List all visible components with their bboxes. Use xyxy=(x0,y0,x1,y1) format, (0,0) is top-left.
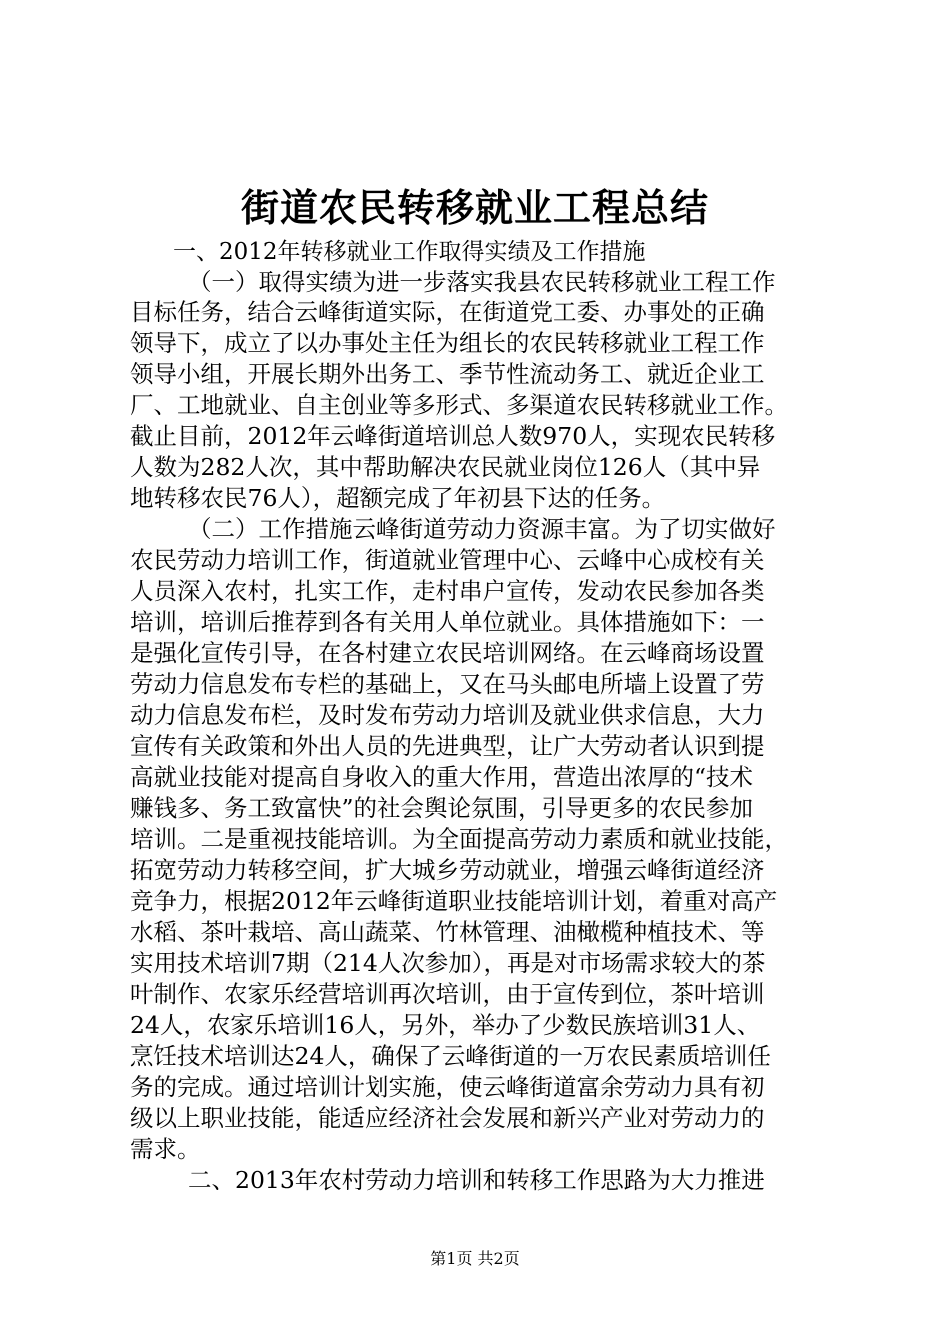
body-line: 需求。 xyxy=(130,1135,201,1163)
body-line: 人数为282人次，其中帮助解决农民就业岗位126人（其中异 xyxy=(130,453,761,481)
body-line: 赚钱多、务工致富快”的社会舆论氛围，引导更多的农民参加 xyxy=(130,794,754,822)
document-title: 街道农民转移就业工程总结 xyxy=(240,185,709,230)
body-line: 地转移农民76人），超额完成了年初县下达的任务。 xyxy=(130,484,666,512)
body-line: 竞争力，根据2012年云峰街道职业技能培训计划，着重对高产 xyxy=(130,887,778,915)
body-line: 是强化宣传引导，在各村建立农民培训网络。在云峰商场设置 xyxy=(130,639,765,667)
body-line: 人员深入农村，扎实工作，走村串户宣传，发动农民参加各类 xyxy=(130,577,765,605)
body-line: 劳动力信息发布专栏的基础上，又在马头邮电所墙上设置了劳 xyxy=(130,670,765,698)
body-line: 农民劳动力培训工作，街道就业管理中心、云峰中心成校有关 xyxy=(130,546,765,574)
body-line: 高就业技能对提高自身收入的重大作用，营造出浓厚的“技术 xyxy=(130,763,754,791)
body-line: 厂、工地就业、自主创业等多形式、多渠道农民转移就业工作。 xyxy=(130,391,788,419)
page-footer: 第1页 共2页 xyxy=(430,1249,520,1268)
body-line: 截止目前，2012年云峰街道培训总人数970人，实现农民转移 xyxy=(130,422,776,450)
body-line: 烹饪技术培训达24人，确保了云峰街道的一万农民素质培训任 xyxy=(130,1042,771,1070)
body-line: 务的完成。通过培训计划实施，使云峰街道富余劳动力具有初 xyxy=(130,1073,765,1101)
body-line: 领导小组，开展长期外出务工、季节性流动务工、就近企业工 xyxy=(130,360,765,388)
body-line: 水稻、茶叶栽培、高山蔬菜、竹林管理、油橄榄种植技术、等 xyxy=(130,918,765,946)
body-line: （一）取得实绩为进一步落实我县农民转移就业工程工作 xyxy=(188,268,776,296)
body-line: 级以上职业技能，能适应经济社会发展和新兴产业对劳动力的 xyxy=(130,1104,765,1132)
body-line: 拓宽劳动力转移空间，扩大城乡劳动就业，增强云峰街道经济 xyxy=(130,856,765,884)
body-line: 实用技术培训7期（214人次参加），再是对市场需求较大的茶 xyxy=(130,949,766,977)
body-line: 目标任务，结合云峰街道实际，在街道党工委、办事处的正确 xyxy=(130,298,765,326)
body-line: 叶制作、农家乐经营培训再次培训，由于宣传到位，茶叶培训 xyxy=(130,980,765,1008)
body-line: （二）工作措施云峰街道劳动力资源丰富。为了切实做好 xyxy=(188,515,776,543)
body-line: 培训。二是重视技能培训。为全面提高劳动力素质和就业技能， xyxy=(130,825,788,853)
body-line: 二、2013年农村劳动力培训和转移工作思路为大力推进 xyxy=(188,1166,765,1194)
section-heading-1: 一、2012年转移就业工作取得实绩及工作措施 xyxy=(173,239,646,265)
body-line: 领导下，成立了以办事处主任为组长的农民转移就业工程工作 xyxy=(130,329,765,357)
body-line: 动力信息发布栏，及时发布劳动力培训及就业供求信息，大力 xyxy=(130,701,765,729)
body-line: 24人，农家乐培训16人，另外，举办了少数民族培训31人、 xyxy=(130,1011,761,1039)
body-line: 培训，培训后推荐到各有关用人单位就业。具体措施如下：一 xyxy=(130,608,765,636)
body-line: 宣传有关政策和外出人员的先进典型，让广大劳动者认识到提 xyxy=(130,732,765,760)
